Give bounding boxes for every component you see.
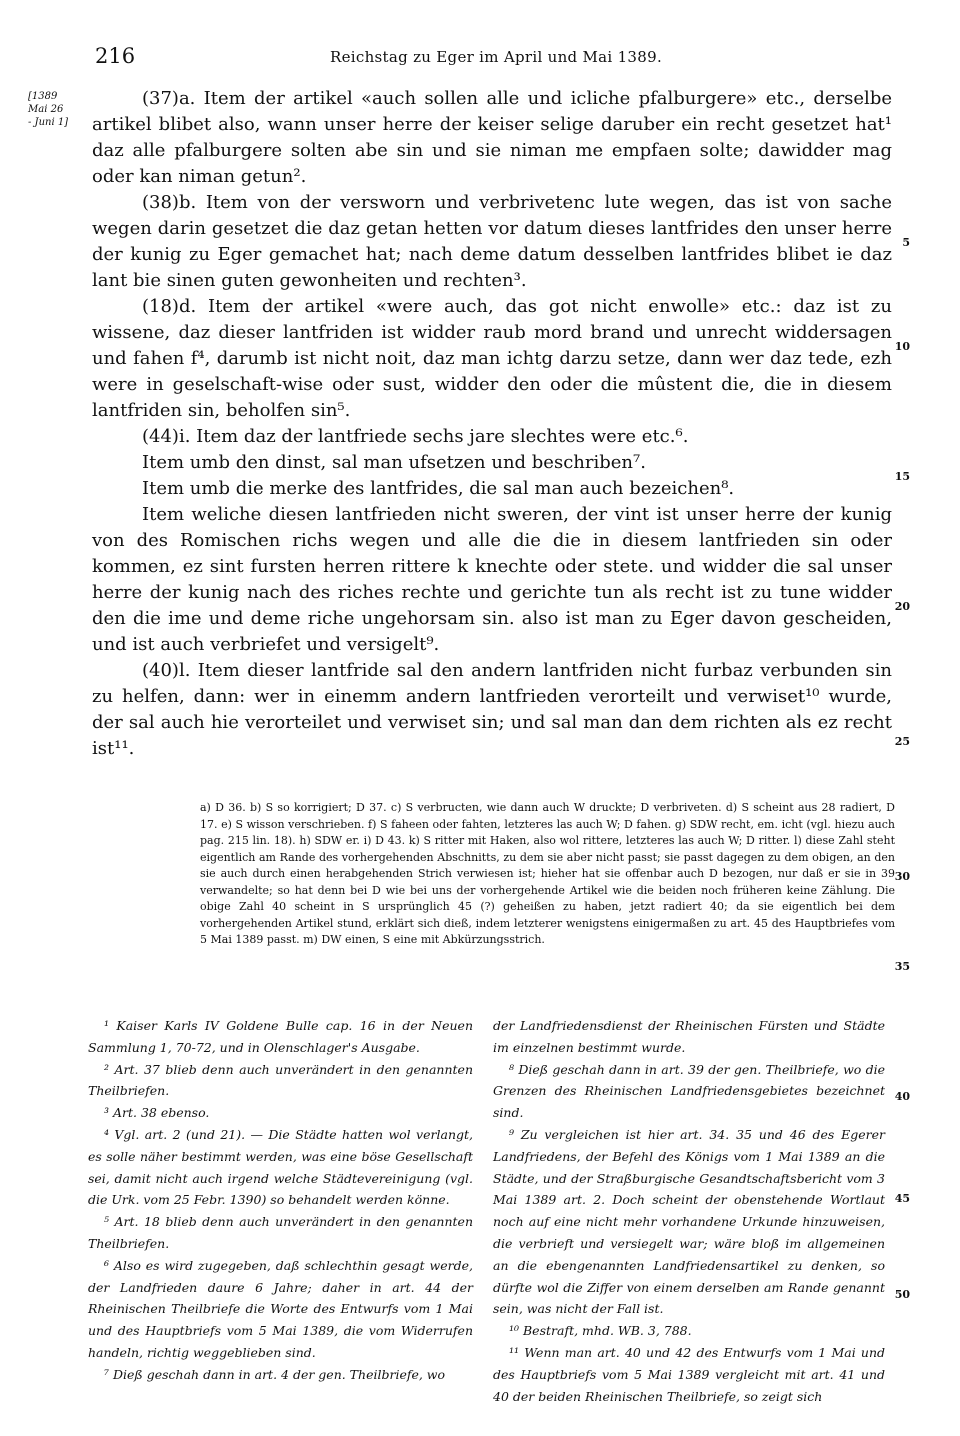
paragraph-art-40: (40)l. Item dieser lantfride sal den andern lantfriden nicht furbaz verbunden sin zu helfen, dann: wer in einemm andern lantfrieden verorteilt und verwiset¹⁰ wurde, der sal auch hie verorteilet und verwiset sin; und sal man dan dem richten als ez recht ist¹¹. xyxy=(92,660,892,759)
footnotes-right-column xyxy=(493,1015,885,1407)
line-number: 15 xyxy=(894,470,910,483)
paragraph-art-18: (18)d. Item der artikel «were auch, das got nicht enwolle» etc.: daz ist zu wissene, daz dieser lantfriden ist widder raub mord brand und unrecht widdersagen und fahen f⁴, darumb ist nicht noit, daz man ichtg darzu setze, dann wer daz tede, ezh were in geselschaft-wise oder sust, widder den oder die mûstent die, die in diesem lantfriden sin, beholfen sin⁵. xyxy=(92,296,892,421)
apparatus-notes: a) D 36. b) S so korrigiert; D 37. c) S verbructen, wie dann auch W druckte; D verbriveten. d) S scheint aus 28 radiert, D 17. e) S wisson verschrieben. f) S faheen oder fahten, letzteres las auch W; D fahen. g) SDW recht, em. icht (vgl. hiezu auch pag. 215 lin. 18). h) SDW er. i) D 43. k) S ritter mit Haken, also wol rittere, letzteres las auch W; D ritter. l) diese Zahl steht eigentlich am Rande des vorhergehenden Abschnitts, zu dem sie aber nicht passt; sie passt dagegen zu dem obigen, an den sie auch durch einen herabgehenden Strich verwiesen ist; hieher hat sie offenbar auch D bezogen, nur daß er sie in 39 verwandelte; so hat denn bei D wie bei uns der vorhergehende Artikel wie die beiden noch früheren keine Zählung. Die obige Zahl 40 scheint in S ursprünglich 45 (?) geheißen zu haben, jetzt radiert 40; da sie eigentlich bei dem vorhergehenden Artikel stund, erklärt sich dieß, indem letzterer wenigstens einigermaßen zu art. 45 des Hauptbriefes vom 5 Mai 1389 passt. m) DW einen, S eine mit Abkürzungsstrich. xyxy=(200,801,895,946)
main-text xyxy=(92,86,892,762)
footnote: ⁷ Dieß geschah dann in art. 4 der gen. Theilbriefe, wo xyxy=(104,1366,446,1382)
line-number: 45 xyxy=(894,1192,910,1205)
footnotes-left-column xyxy=(88,1015,473,1386)
footnote: ¹ Kaiser Karls IV Goldene Bulle cap. 16 in der Neuen Sammlung 1, 70-72, und in Olenschlager's Ausgabe. xyxy=(88,1018,473,1055)
running-title: Reichstag zu Eger im April und Mai 1389. xyxy=(330,48,663,66)
paragraph-merke: Item umb die merke des lantfrides, die sal man auch bezeichen⁸. xyxy=(142,478,735,499)
margin-date-start: Mai 26 xyxy=(28,104,64,115)
critical-apparatus xyxy=(200,800,895,949)
footnote: ⁶ Also es wird zugegeben, daß schlechthin gesagt werde, der Landfrieden daure 6 Jahre; daher in art. 44 der Rheinischen Theilbriefe die Worte des Entwurfs vom 1 Mai und des Hauptbriefs vom 5 Mai 1389, die vom Widerrufen handeln, richtig weggeblieben sind. xyxy=(88,1257,473,1360)
footnote: ⁸ Dieß geschah dann in art. 39 der gen. Theilbriefe, wo die Grenzen des Rheinischen Landfriedensgebietes bezeichnet sind. xyxy=(493,1061,885,1121)
margin-date-year: [1389 xyxy=(28,91,58,102)
page-header xyxy=(0,44,960,74)
line-number: 20 xyxy=(894,600,910,613)
footnote-continuation: der Landfriedensdienst der Rheinischen Fürsten und Städte im einzelnen bestimmt wurde. xyxy=(493,1018,885,1055)
footnote: ¹⁰ Bestraft, mhd. WB. 3, 788. xyxy=(509,1323,692,1339)
line-number: 25 xyxy=(894,735,910,748)
margin-date-end: - Juni 1] xyxy=(28,117,69,128)
page-number: 216 xyxy=(95,44,136,68)
paragraph-art-44: (44)i. Item daz der lantfriede sechs jare slechtes were etc.⁶. xyxy=(142,426,689,447)
footnote: ⁴ Vgl. art. 2 (und 21). — Die Städte hatten wol verlangt, es solle näher bestimmt werden, was eine böse Gesellschaft sei, damit nicht auch irgend welche Städtevereinigung (vgl. die Urk. vom 25 Febr. 1390) so behandelt werden könne. xyxy=(88,1126,473,1208)
line-number: 5 xyxy=(902,236,910,249)
margin-date xyxy=(28,90,68,129)
footnote: ² Art. 37 blieb denn auch unverändert in den genannten Theilbriefen. xyxy=(88,1061,473,1099)
line-number: 10 xyxy=(894,340,910,353)
footnote: ¹¹ Wenn man art. 40 und 42 des Entwurfs vom 1 Mai und des Hauptbriefs vom 5 Mai 1389 vergleicht mit art. 41 und 40 der beiden Rheinischen Theilbriefe, so zeigt sich xyxy=(493,1344,885,1404)
paragraph-dinst: Item umb den dinst, sal man ufsetzen und beschriben⁷. xyxy=(142,452,646,473)
line-number: 30 xyxy=(894,870,910,883)
footnote: ⁹ Zu vergleichen ist hier art. 34. 35 und 46 des Egerer Landfriedens, der Befehl des Königs vom 1 Mai 1389 an die Städte, und der Straßburgische Gesandtschaftsbericht vom 3 Mai 1389 art. 2. Doch scheint der obenstehende Wortlaut noch auf eine nicht mehr vorhandene Urkunde hinzuweisen, die verbrieft und versiegelt war; wäre bloß im allgemeinen an die ebengenannten Landfriedensartikel zu denken, so dürfte wol die Ziffer von einem derselben am Rande genannt sein, was nicht der Fall ist. xyxy=(493,1126,885,1317)
line-number: 40 xyxy=(894,1090,910,1103)
footnote: ⁵ Art. 18 blieb denn auch unverändert in den genannten Theilbriefen. xyxy=(88,1214,473,1251)
line-number: 35 xyxy=(894,960,910,973)
paragraph-art-37: (37)a. Item der artikel «auch sollen alle und icliche pfalburgere» etc., derselbe artikel blibet also, wann unser herre der keiser selige daruber ein recht gesetzet hat¹ daz alle pfalburgere solten abe sin und sie niman me empfaen solte; dawidder mag oder kan niman getun². xyxy=(92,88,892,187)
line-number: 50 xyxy=(894,1288,910,1301)
paragraph-sweren: Item weliche diesen lantfrieden nicht sweren, der vint ist unser herre der kunig von des Romischen richs wegen und alle die die in diesem lantfrieden sin oder kommen, ez sint fursten herren rittere k knechte oder stete. und widder die sal unser herre der kunig nach des riches rechte und gerichte tun als recht ist zu tune widder den die ime und deme riche ungehorsam sin. also ist man zu Eger davon gescheiden, und ist auch verbriefet und versigelt⁹. xyxy=(92,504,892,655)
paragraph-art-38: (38)b. Item von der versworn und verbrivetenc lute wegen, das ist von sache wegen darin gesetzet die daz getan hetten vor datum dieses lantfrides den unser herre der kunig zu Eger gemachet hat; nach deme datum desselben lantfrides blibet ie daz lant bie sinen guten gewonheiten und rechten³. xyxy=(92,192,892,291)
footnote: ³ Art. 38 ebenso. xyxy=(104,1105,210,1121)
